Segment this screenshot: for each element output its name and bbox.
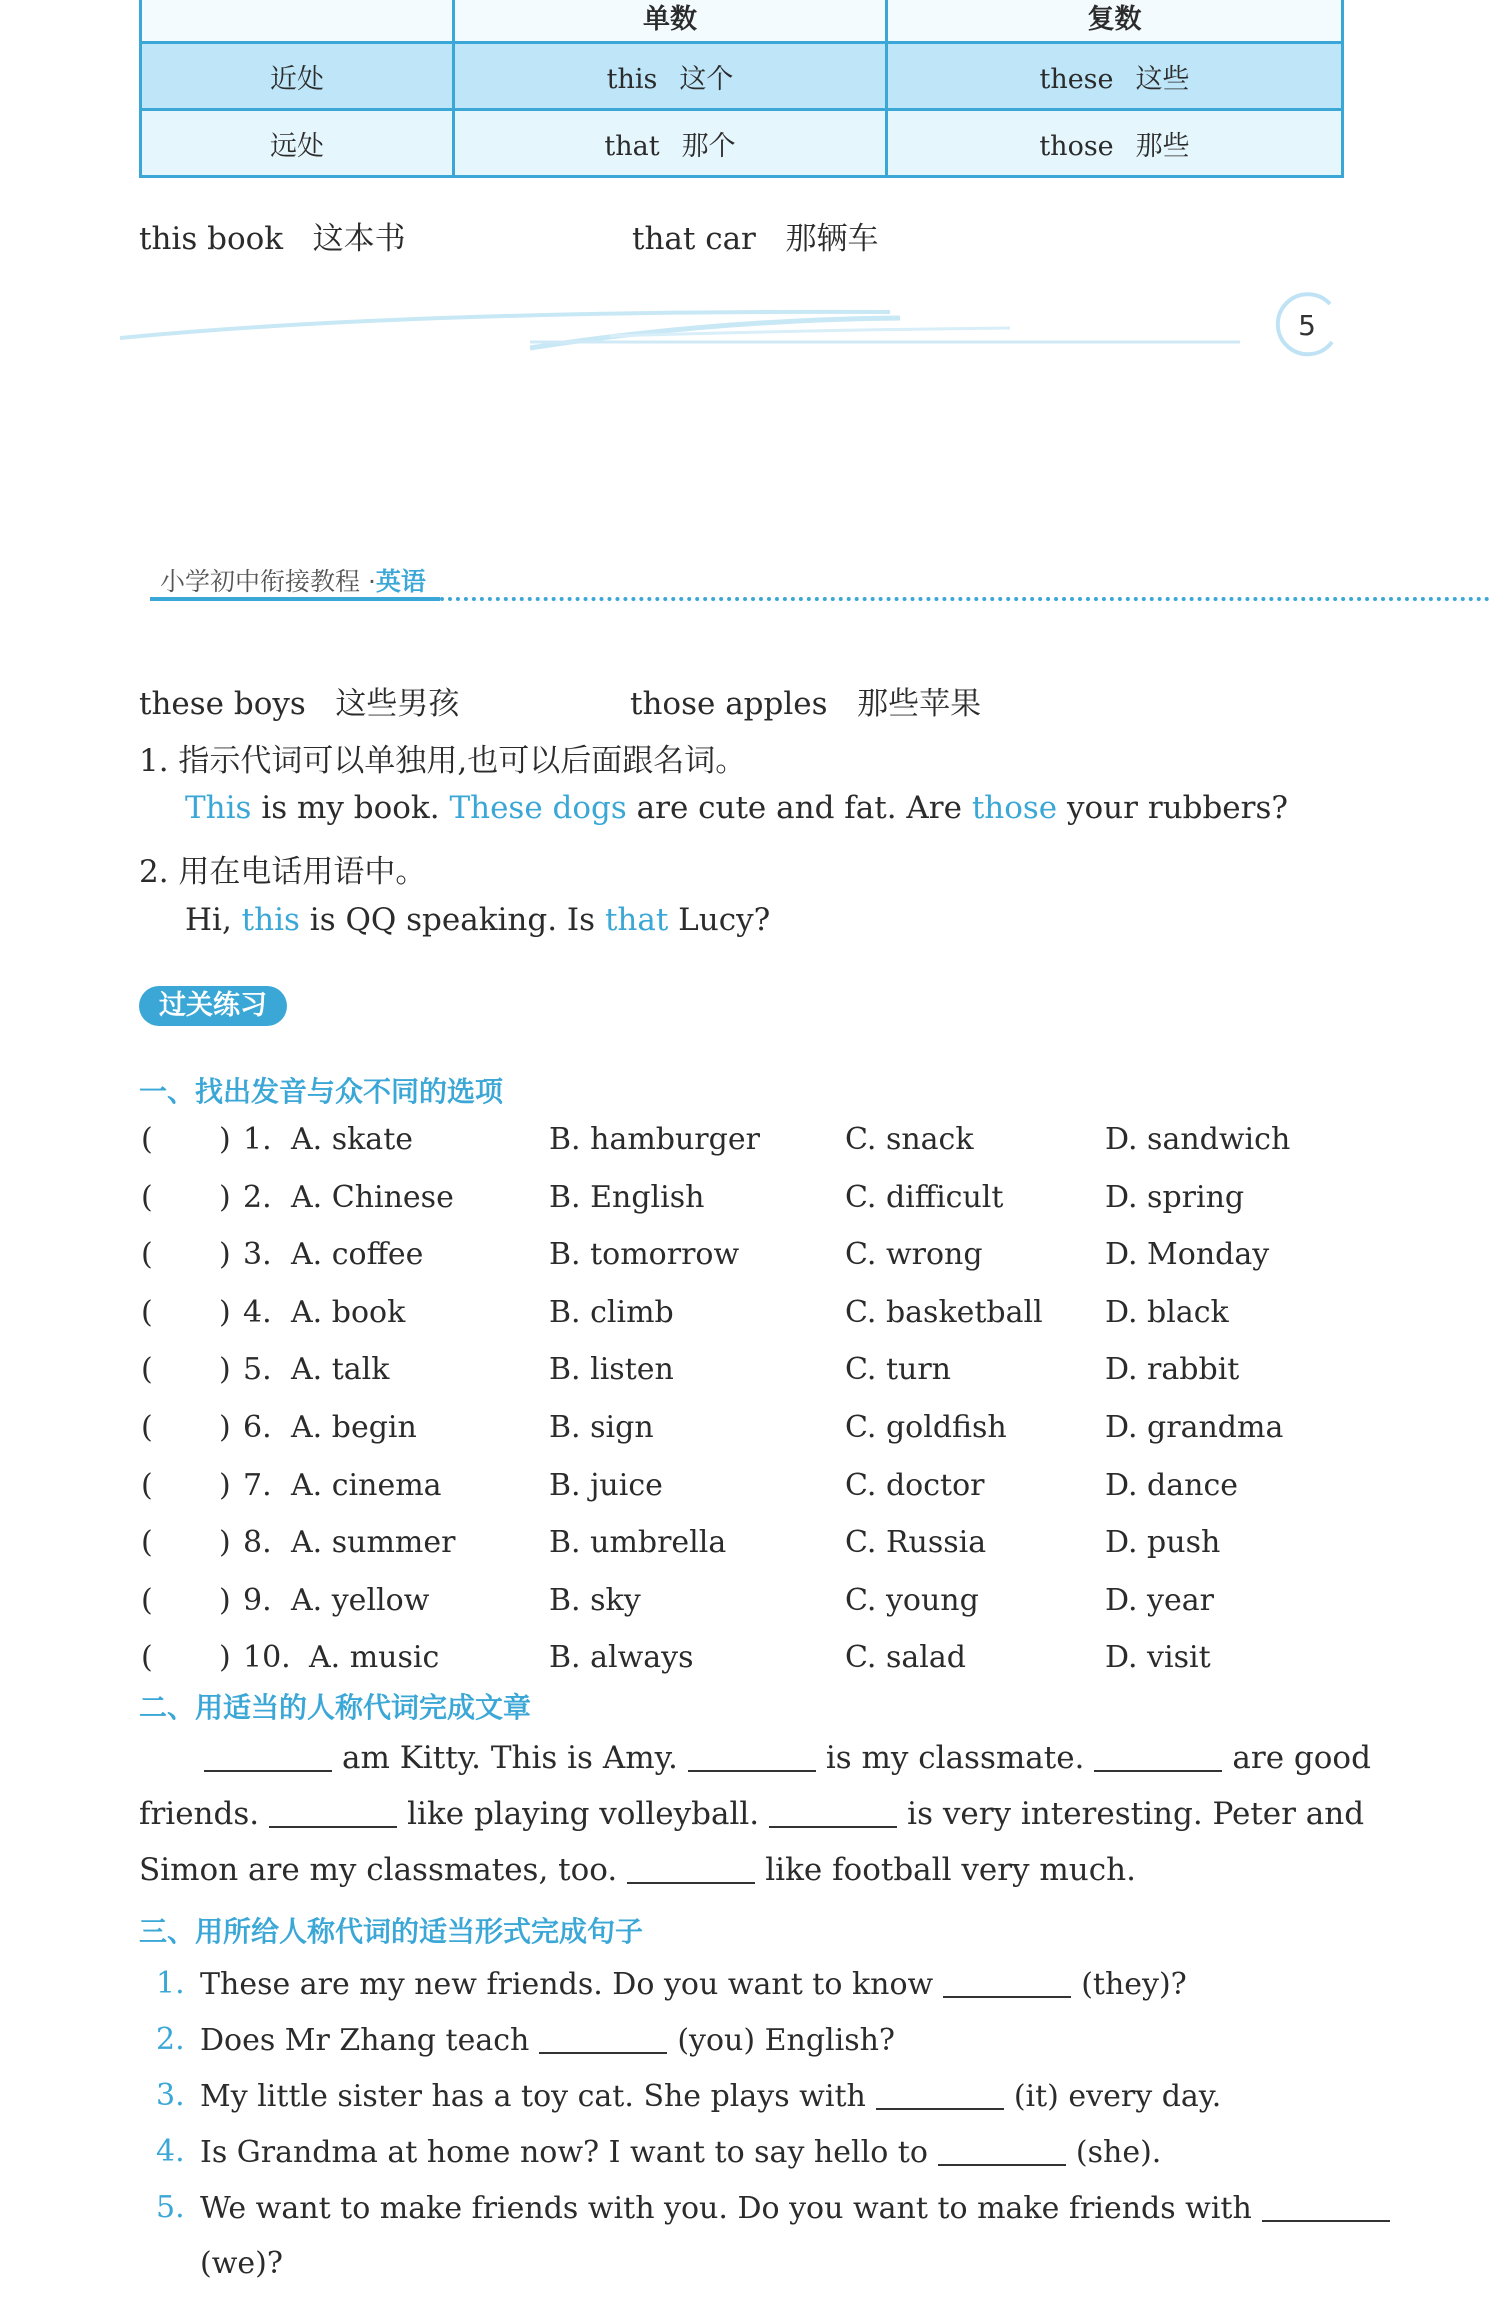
- option-c: C. young: [845, 1582, 979, 1618]
- example-cn: 那辆车: [785, 221, 879, 257]
- sentence-text: Is Grandma at home now? I want to say hello to: [200, 2135, 928, 2170]
- highlighted-pronoun: This: [185, 790, 252, 826]
- example-en: that car: [632, 221, 756, 257]
- option-d: D. push: [1105, 1525, 1221, 1561]
- plural-en: these: [1039, 63, 1114, 95]
- option-c: C. basketball: [845, 1294, 1043, 1330]
- answer-blank[interactable]: [943, 1966, 1071, 1998]
- table-row: [141, 43, 1343, 110]
- answer-blank[interactable]: [1262, 2190, 1390, 2222]
- question-number: 7.: [243, 1467, 272, 1503]
- question-row: [139, 1295, 1369, 1345]
- sentence-hint: (we)?: [200, 2246, 283, 2281]
- singular-en: that: [604, 130, 660, 162]
- answer-blank[interactable]: [876, 2078, 1004, 2110]
- passage-text: is my classmate.: [825, 1740, 1085, 1776]
- example-those-apples: [630, 678, 981, 723]
- option-a: A. Chinese: [291, 1179, 454, 1215]
- sentence-text: These are my new friends. Do you want to know: [200, 1967, 934, 2002]
- example-that-car: [632, 213, 878, 258]
- running-head-dotted-line: [440, 597, 1490, 601]
- singular-cn: 那个: [681, 130, 736, 162]
- option-a: A. music: [309, 1640, 440, 1676]
- answer-paren-close: ): [219, 1467, 231, 1503]
- option-c: C. wrong: [845, 1237, 983, 1273]
- decorative-swoosh: [110, 290, 1270, 360]
- plural-cn: 这些: [1135, 63, 1190, 95]
- answer-paren-close: ): [219, 1122, 231, 1157]
- sentence-number: 3.: [156, 2078, 185, 2113]
- passage-text: is very interesting. Peter and: [907, 1796, 1365, 1832]
- sentence-hint: (they)?: [1081, 1967, 1187, 2002]
- option-c: C. difficult: [845, 1179, 1004, 1215]
- option-c: C. doctor: [845, 1467, 985, 1503]
- example-text: is QQ speaking. Is: [299, 902, 605, 938]
- answer-paren-close: ): [219, 1640, 231, 1676]
- sentence-text: Does Mr Zhang teach: [200, 2023, 530, 2058]
- option-a: A. summer: [291, 1525, 456, 1561]
- question-number: 3.: [243, 1237, 272, 1273]
- question-number: 2.: [243, 1179, 272, 1215]
- page-number-badge: [1270, 290, 1340, 360]
- option-d: D. grandma: [1105, 1410, 1284, 1445]
- sentence-hint: (it) every day.: [1013, 2079, 1222, 2114]
- example-en: this book: [139, 221, 284, 257]
- passage-text: like football very much.: [765, 1852, 1136, 1888]
- section-2-title: 二、用适当的人称代词完成文章: [139, 1691, 532, 1724]
- example-text: Hi,: [185, 902, 242, 938]
- passage-line-2: [139, 1796, 1365, 1832]
- running-head: [160, 562, 426, 598]
- singular-en: this: [606, 63, 658, 95]
- sentence-text: We want to make friends with you. Do you want to make friends with: [200, 2191, 1252, 2226]
- highlighted-pronoun: this: [241, 902, 300, 938]
- question-number: 10.: [243, 1640, 291, 1676]
- sentence-item: [200, 2134, 1161, 2170]
- answer-paren-open[interactable]: (: [141, 1640, 153, 1676]
- answer-blank[interactable]: [204, 1740, 332, 1772]
- sentence-number: 5.: [156, 2190, 185, 2225]
- rule-1-title: 1. 指示代词可以单独用,也可以后面跟名词。: [139, 743, 747, 779]
- sentence-text: My little sister has a toy cat. She plays with: [200, 2079, 866, 2114]
- passage-text: friends.: [139, 1796, 260, 1832]
- answer-paren-close: ): [219, 1294, 231, 1330]
- question-row: [139, 1410, 1369, 1460]
- option-d: D. Monday: [1105, 1237, 1270, 1273]
- sentence-number: 2.: [156, 2022, 185, 2057]
- answer-paren-close: ): [219, 1582, 231, 1618]
- option-b: B. climb: [549, 1294, 674, 1330]
- question-row: [139, 1237, 1369, 1287]
- section-3-title: 三、用所给人称代词的适当形式完成句子: [139, 1915, 644, 1948]
- question-number: 5.: [243, 1352, 272, 1388]
- answer-paren-close: ): [219, 1179, 231, 1215]
- highlighted-pronoun: that: [604, 902, 669, 938]
- practice-badge: 过关练习: [139, 986, 287, 1026]
- answer-blank[interactable]: [1094, 1740, 1222, 1772]
- option-d: D. rabbit: [1105, 1352, 1240, 1388]
- sentence-item: [200, 2078, 1221, 2114]
- option-c: C. Russia: [845, 1525, 987, 1561]
- option-b: B. umbrella: [549, 1525, 727, 1561]
- table-row: [141, 110, 1343, 177]
- option-d: D. black: [1105, 1294, 1229, 1330]
- answer-blank[interactable]: [627, 1852, 755, 1884]
- answer-paren-close: ): [219, 1237, 231, 1273]
- option-c: C. goldfish: [845, 1410, 1007, 1445]
- passage-text: Simon are my classmates, too.: [139, 1852, 618, 1888]
- option-a: A. begin: [291, 1410, 417, 1445]
- example-text: is my book.: [251, 790, 450, 826]
- option-c: C. turn: [845, 1352, 951, 1388]
- answer-blank[interactable]: [769, 1796, 897, 1828]
- singular-cell: [454, 43, 887, 110]
- singular-cell: [454, 110, 887, 177]
- singular-cn: 这个: [679, 63, 734, 95]
- plural-cell: [887, 110, 1343, 177]
- option-a: A. coffee: [291, 1237, 424, 1273]
- table-header-plural: 复数: [887, 0, 1343, 43]
- answer-paren-close: ): [219, 1352, 231, 1388]
- question-number: 4.: [243, 1294, 272, 1330]
- option-d: D. spring: [1105, 1179, 1245, 1215]
- example-text: Lucy?: [668, 902, 771, 938]
- option-d: D. year: [1105, 1582, 1214, 1618]
- example-cn: 这些男孩: [335, 686, 460, 722]
- question-row: [139, 1122, 1369, 1172]
- table-header-blank: [141, 0, 454, 43]
- example-text: your rubbers?: [1057, 790, 1288, 826]
- question-row: [139, 1525, 1369, 1575]
- sentence-item: [200, 1966, 1187, 2002]
- answer-paren-open[interactable]: (: [141, 1410, 153, 1445]
- page-number: 5: [1298, 309, 1316, 342]
- example-en: those apples: [630, 686, 828, 722]
- option-b: B. sky: [549, 1582, 641, 1618]
- answer-paren-open[interactable]: (: [141, 1467, 153, 1503]
- answer-paren-close: ): [219, 1410, 231, 1445]
- option-b: B. hamburger: [549, 1122, 760, 1157]
- question-number: 8.: [243, 1525, 272, 1561]
- answer-paren-open[interactable]: (: [141, 1122, 153, 1157]
- option-b: B. always: [549, 1640, 694, 1676]
- option-a: A. cinema: [291, 1467, 442, 1503]
- option-b: B. sign: [549, 1410, 654, 1445]
- sentence-number: 1.: [156, 1966, 185, 2001]
- option-b: B. listen: [549, 1352, 674, 1388]
- question-row: [139, 1583, 1369, 1633]
- plural-cn: 那些: [1135, 130, 1190, 162]
- sentence-hint: (you) English?: [677, 2023, 896, 2058]
- row-label: 近处: [141, 43, 454, 110]
- answer-paren-open[interactable]: (: [141, 1237, 153, 1273]
- passage-text: are good: [1232, 1740, 1371, 1776]
- table-header-singular: 单数: [454, 0, 887, 43]
- option-a: A. talk: [291, 1352, 390, 1388]
- example-en: these boys: [139, 686, 306, 722]
- passage-text: am Kitty. This is Amy.: [342, 1740, 678, 1776]
- example-cn: 这本书: [312, 221, 406, 257]
- row-label: 远处: [141, 110, 454, 177]
- option-d: D. sandwich: [1105, 1122, 1291, 1157]
- question-number: 6.: [243, 1410, 272, 1445]
- question-row: [139, 1468, 1369, 1518]
- highlighted-pronoun: those: [971, 790, 1058, 826]
- option-a: A. yellow: [291, 1582, 430, 1618]
- question-row: [139, 1352, 1369, 1402]
- question-number: 9.: [243, 1582, 272, 1618]
- example-these-boys: [139, 678, 459, 723]
- running-head-underline: [150, 597, 440, 601]
- subject-title: 英语: [375, 567, 426, 596]
- answer-paren-open[interactable]: (: [141, 1294, 153, 1330]
- answer-paren-close: ): [219, 1525, 231, 1561]
- highlighted-pronoun: These dogs: [449, 790, 627, 826]
- option-b: B. juice: [549, 1467, 663, 1503]
- sentence-item: [200, 2190, 1400, 2226]
- answer-paren-open[interactable]: (: [141, 1352, 153, 1388]
- option-a: A. skate: [291, 1122, 414, 1157]
- rule-2-example: [185, 902, 770, 938]
- example-cn: 那些苹果: [857, 686, 982, 722]
- sentence-hint: (she).: [1075, 2135, 1162, 2170]
- answer-blank[interactable]: [539, 2022, 667, 2054]
- plural-cell: [887, 43, 1343, 110]
- answer-paren-open[interactable]: (: [141, 1525, 153, 1561]
- question-row: [139, 1180, 1369, 1230]
- passage-line-1: [139, 1740, 1371, 1776]
- example-this-book: [139, 213, 406, 258]
- sentence-number: 4.: [156, 2134, 185, 2169]
- option-d: D. visit: [1105, 1640, 1211, 1676]
- demonstrative-pronoun-table: [139, 0, 1344, 178]
- option-b: B. tomorrow: [549, 1237, 740, 1273]
- sentence-item: [200, 2022, 895, 2058]
- option-a: A. book: [291, 1294, 406, 1330]
- answer-blank[interactable]: [688, 1740, 816, 1772]
- plural-en: those: [1039, 130, 1114, 162]
- option-d: D. dance: [1105, 1467, 1239, 1503]
- option-c: C. snack: [845, 1122, 974, 1157]
- rule-2-title: 2. 用在电话用语中。: [139, 854, 427, 890]
- answer-paren-open[interactable]: (: [141, 1179, 153, 1215]
- example-text: are cute and fat. Are: [626, 790, 972, 826]
- option-b: B. English: [549, 1179, 705, 1215]
- passage-line-3: [139, 1852, 1344, 1888]
- section-1-title: 一、找出发音与众不同的选项: [139, 1075, 504, 1108]
- question-number: 1.: [243, 1122, 272, 1157]
- rule-1-example: [185, 790, 1288, 826]
- answer-blank[interactable]: [269, 1796, 397, 1828]
- passage-text: like playing volleyball.: [407, 1796, 760, 1832]
- book-title: 小学初中衔接教程 ·: [160, 567, 376, 596]
- answer-blank[interactable]: [938, 2134, 1066, 2166]
- question-row: [139, 1640, 1369, 1690]
- answer-paren-open[interactable]: (: [141, 1582, 153, 1618]
- option-c: C. salad: [845, 1640, 966, 1676]
